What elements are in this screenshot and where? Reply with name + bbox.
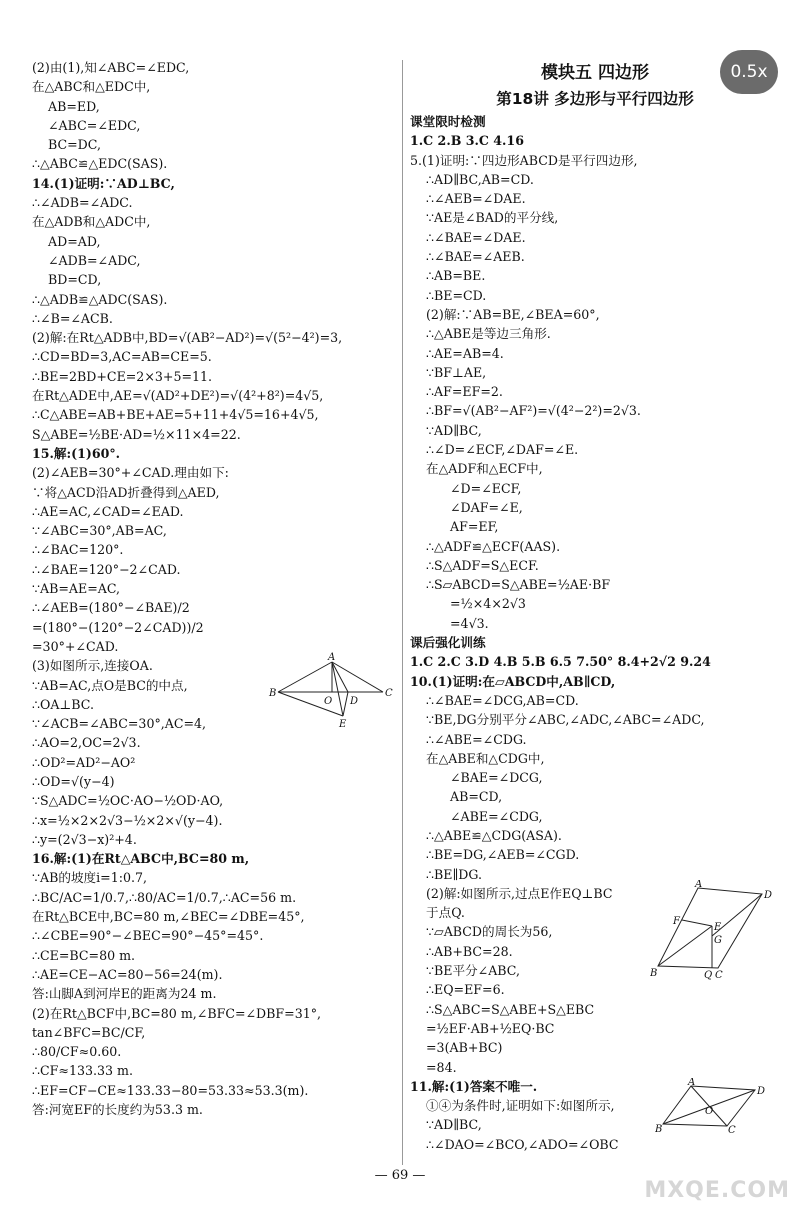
text-line: ∴CD=BD=3,AC=AB=CE=5. — [32, 349, 212, 365]
text-line: (2)∠AEB=30°+∠CAD.理由如下: — [32, 465, 229, 481]
figure-q10 — [650, 880, 775, 980]
text-line: ∴S▱ABCD=S△ABE=½AE·BF — [426, 577, 611, 593]
text-line: ∴BE=CD. — [426, 287, 487, 303]
text-line: ∠ADB=∠ADC, — [48, 252, 141, 268]
text-line: =30°+∠CAD. — [32, 638, 119, 654]
fig-label: C — [385, 688, 393, 699]
section-heading: 课堂限时检测 — [410, 114, 486, 129]
text-line: ∴OA⊥BC. — [32, 696, 94, 712]
fig-label: D — [350, 696, 359, 707]
text-line: 于点Q. — [426, 905, 465, 921]
text-line: ∴CE=BC=80 m. — [32, 947, 136, 963]
text-line: ∵AD∥BC, — [426, 1117, 482, 1133]
text-line: AF=EF, — [450, 519, 499, 535]
fig-label: C — [715, 970, 723, 980]
text-line: AD=AD, — [48, 233, 101, 249]
figure-q11 — [655, 1078, 770, 1134]
text-line: ∴S△ABC=S△ABE+S△EBC — [426, 1001, 595, 1017]
section-heading: 课后强化训练 — [410, 635, 486, 651]
text-line: ∵BF⊥AE, — [426, 364, 487, 380]
fig-label: E — [714, 922, 722, 933]
text-line: ∴∠DAO=∠BCO,∠ADO=∠OBC — [426, 1136, 619, 1152]
text-line: ∴∠D=∠ECF,∠DAF=∠E. — [426, 442, 579, 458]
fig-label: A — [695, 880, 703, 890]
left-answer-column — [32, 58, 392, 1119]
text-line: 在△ABC和△EDC中, — [32, 79, 151, 95]
text-line: 答:河宽EF的长度约为53.3 m. — [32, 1102, 203, 1118]
column-divider — [402, 60, 403, 1165]
text-line: ∴∠BAE=∠AEB. — [426, 249, 525, 265]
text-line: ∵AB=AE=AC, — [32, 581, 121, 597]
text-line: (3)如图所示,连接OA. — [32, 658, 153, 674]
question-14: 14.(1)证明:∵AD⊥BC, — [32, 175, 175, 191]
text-line: ∴BC/AC=1/0.7,∴80/AC=1/0.7,∴AC=56 m. — [32, 889, 297, 905]
text-line: 1.C 2.C 3.D 4.B 5.B 6.5 7.50° 8.4+2√2 9.24 — [410, 654, 711, 670]
text-line: ∠ABC=∠EDC, — [48, 117, 141, 133]
text-line: ∵将△ACD沿AD折叠得到△AED, — [32, 484, 220, 500]
text-line: ∴AB=BE. — [426, 268, 486, 284]
text-line: BD=CD, — [48, 272, 102, 288]
text-line: (2)解:如图所示,过点E作EQ⊥BC — [426, 885, 613, 901]
text-line: 在△ADB和△ADC中, — [32, 214, 151, 230]
fig-label: O — [324, 696, 333, 707]
text-line: ∴AB+BC=28. — [426, 943, 513, 959]
text-line: 答:山脚A到河岸E的距离为24 m. — [32, 986, 217, 1002]
text-line: ∴AF=EF=2. — [426, 384, 503, 400]
text-line: AB=ED, — [48, 98, 100, 114]
lecture-title: 第18讲 多边形与平行四边形 — [496, 90, 694, 108]
text-line: ∴OD²=AD²−AO² — [32, 754, 136, 770]
text-line: =3(AB+BC) — [426, 1040, 503, 1056]
text-line: tan∠BFC=BC/CF, — [32, 1024, 146, 1040]
text-line: ∵▱ABCD的周长为56, — [426, 924, 553, 940]
text-line: ∴∠AEB=∠DAE. — [426, 191, 526, 207]
text-line: ∵AD∥BC, — [426, 422, 482, 438]
text-line: ∴x=½×2×2√3−½×2×√(y−4). — [32, 812, 223, 828]
text-line: ∴∠BAE=∠DCG,AB=CD. — [426, 692, 579, 708]
fig-label: A — [688, 1078, 696, 1088]
watermark: MXQE.COM — [644, 1178, 790, 1203]
text-line: ∴∠ADB=∠ADC. — [32, 195, 133, 211]
text-line: ∴△ABE≌△CDG(ASA). — [426, 827, 562, 843]
text-line: ∵AE是∠BAD的平分线, — [426, 210, 559, 226]
text-line: ∴∠BAC=120°. — [32, 542, 124, 558]
text-line: ∴△ABE是等边三角形. — [426, 326, 551, 342]
text-line: ∴BE=2BD+CE=2×3+5=11. — [32, 368, 213, 384]
question-16: 16.解:(1)在Rt△ABC中,BC=80 m, — [32, 851, 250, 867]
text-line: 5.(1)证明:∵四边形ABCD是平行四边形, — [410, 152, 638, 168]
text-line: ∴CF≈133.33 m. — [32, 1063, 133, 1079]
text-line: ∴EF=CF−CE≈133.33−80=53.33≈53.3(m). — [32, 1082, 309, 1098]
text-line: ∴BF=√(AB²−AF²)=√(4²−2²)=2√3. — [426, 403, 641, 419]
text-line: ∵AB=AC,点O是BC的中点, — [32, 677, 188, 693]
text-line: ∴△ADF≌△ECF(AAS). — [426, 538, 561, 554]
text-line: ∴y=(2√3−x)²+4. — [32, 831, 137, 847]
text-line: ∴△ADB≌△ADC(SAS). — [32, 291, 168, 307]
text-line: 1.C 2.B 3.C 4.16 — [410, 133, 524, 149]
text-line: =4√3. — [450, 615, 489, 631]
text-line: ∴BE=DG,∠AEB=∠CGD. — [426, 847, 580, 863]
text-line: ∴AE=AC,∠CAD=∠EAD. — [32, 503, 184, 519]
fig-label: D — [764, 890, 773, 901]
fig-label: O — [705, 1106, 714, 1117]
fig-label: B — [269, 688, 277, 699]
text-line: ∴S△ADF=S△ECF. — [426, 557, 539, 573]
text-line: (2)由(1),知∠ABC=∠EDC, — [32, 60, 190, 75]
text-line: ∴AE=CE−AC=80−56=24(m). — [32, 966, 223, 982]
text-line: ∵S△ADC=½OC·AO−½OD·AO, — [32, 793, 224, 809]
text-line: ∠BAE=∠DCG, — [450, 770, 543, 786]
text-line: ∴EQ=EF=6. — [426, 982, 505, 998]
playback-speed-badge[interactable]: 0.5x — [720, 50, 778, 94]
text-line: ∴∠ABE=∠CDG. — [426, 731, 527, 747]
text-line: ∴∠B=∠ACB. — [32, 310, 113, 326]
text-line: ∠DAF=∠E, — [450, 499, 523, 515]
text-line: BC=DC, — [48, 137, 101, 153]
text-line: (2)解:在Rt△ADB中,BD=√(AB²−AD²)=√(5²−4²)=3, — [32, 330, 343, 346]
text-line: ∴BE∥DG. — [426, 866, 482, 882]
text-line: ∵∠ABC=30°,AB=AC, — [32, 523, 167, 539]
question-10: 10.(1)证明:在▱ABCD中,AB∥CD, — [410, 673, 616, 689]
text-line: ∴∠BAE=∠DAE. — [426, 229, 526, 245]
figure-q15 — [268, 652, 393, 732]
question-11: 11.解:(1)答案不唯一. — [410, 1078, 538, 1094]
text-line: ∵BE,DG分别平分∠ABC,∠ADC,∠ABC=∠ADC, — [426, 712, 705, 728]
text-line: ∴△ABC≌△EDC(SAS). — [32, 156, 168, 172]
text-line: ∴C△ABE=AB+BE+AE=5+11+4√5=16+4√5, — [32, 407, 319, 423]
text-line: =84. — [426, 1059, 457, 1075]
text-line: 在Rt△ADE中,AE=√(AD²+DE²)=√(4²+8²)=4√5, — [32, 388, 324, 404]
text-line: ∠ABE=∠CDG, — [450, 808, 543, 824]
text-line: ∵BE平分∠ABC, — [426, 963, 520, 979]
text-line: ∴AO=2,OC=2√3. — [32, 735, 141, 751]
text-line: S△ABE=½BE·AD=½×11×4=22. — [32, 426, 241, 442]
module-title: 模块五 四边形 — [541, 63, 649, 83]
text-line: 在△ADF和△ECF中, — [426, 461, 543, 477]
fig-label: F — [673, 916, 680, 927]
text-line: ①④为条件时,证明如下:如图所示, — [426, 1098, 615, 1114]
fig-label: G — [714, 935, 722, 946]
text-line: ∵AB的坡度i=1:0.7, — [32, 870, 148, 886]
fig-label: C — [728, 1125, 736, 1134]
text-line: ∴OD=√(y−4) — [32, 773, 115, 789]
fig-label: Q — [704, 970, 713, 980]
text-line: (2)解:∵AB=BE,∠BEA=60°, — [426, 306, 600, 322]
text-line: ∵∠ACB=∠ABC=30°,AC=4, — [32, 716, 207, 732]
right-answer-column — [410, 58, 780, 1154]
text-line: AB=CD, — [450, 789, 503, 805]
text-line: =(180°−(120°−2∠CAD))/2 — [32, 619, 204, 635]
text-line: ∴80/CF≈0.60. — [32, 1044, 122, 1060]
fig-label: B — [655, 1124, 663, 1134]
text-line: 在Rt△BCE中,BC=80 m,∠BEC=∠DBE=45°, — [32, 909, 305, 925]
fig-label: D — [757, 1086, 766, 1097]
page-number: — 69 — — [374, 1168, 426, 1183]
text-line: ∴∠BAE=120°−2∠CAD. — [32, 561, 181, 577]
text-line: ∴AE=AB=4. — [426, 345, 504, 361]
fig-label: A — [328, 652, 336, 663]
text-line: ∠D=∠ECF, — [450, 480, 522, 496]
fig-label: B — [650, 968, 658, 979]
text-line: =½×4×2√3 — [450, 596, 526, 612]
text-line: (2)在Rt△BCF中,BC=80 m,∠BFC=∠DBF=31°, — [32, 1005, 322, 1021]
text-line: ∴∠CBE=90°−∠BEC=90°−45°=45°. — [32, 928, 264, 944]
fig-label: E — [339, 719, 347, 730]
text-line: =½EF·AB+½EQ·BC — [426, 1020, 555, 1036]
text-line: ∴∠AEB=(180°−∠BAE)/2 — [32, 600, 190, 616]
text-line: ∴AD∥BC,AB=CD. — [426, 171, 534, 187]
question-15: 15.解:(1)60°. — [32, 445, 121, 461]
text-line: 在△ABE和△CDG中, — [426, 750, 545, 766]
